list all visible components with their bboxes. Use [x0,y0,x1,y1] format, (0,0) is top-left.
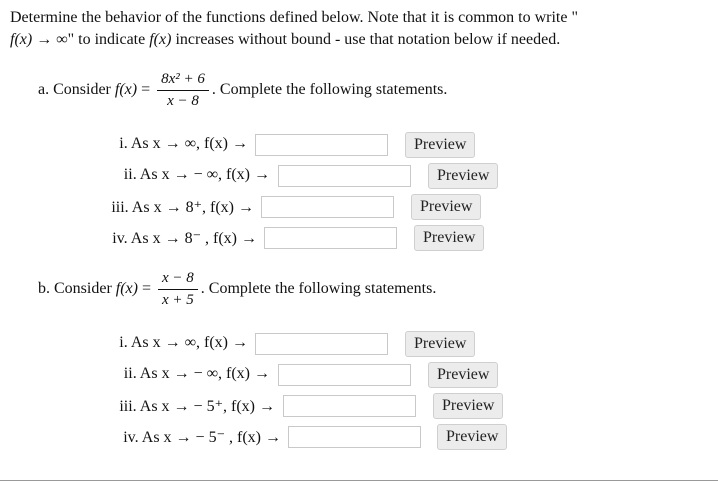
part-a-denominator: x − 8 [157,90,209,110]
part-a-numerator: 8x² + 6 [161,71,205,87]
statement-label: i. As x → ∞, f(x) → [119,135,248,152]
preview-button[interactable]: Preview [414,225,484,251]
part-a-row-3 [0,194,718,220]
answer-input[interactable] [278,364,411,386]
preview-button[interactable]: Preview [437,424,507,450]
preview-button[interactable]: Preview [433,393,503,419]
answer-input[interactable] [255,134,388,156]
answer-input[interactable] [264,227,397,249]
statement-label: iv. As x → 8⁻ , f(x) → [112,230,257,247]
part-a-row-4 [0,225,718,251]
statement-label: ii. As x → − ∞, f(x) → [123,365,270,382]
part-b-heading: b. Consider f(x) = $\frac{x - 8}{x + 5}$ . Complete the following statements. [38,270,437,308]
bottom-divider [0,480,718,481]
part-a-fraction [157,71,209,110]
preview-button[interactable]: Preview [405,132,475,158]
statement-label: iv. As x → − 5⁻ , f(x) → [123,429,281,446]
part-b-row-1 [0,331,718,357]
part-b-row-4 [0,424,718,450]
part-a-row-2 [0,163,718,189]
part-b-row-2 [0,362,718,388]
instructions: Determine the behavior of the functions defined below. Note that it is common to write " f(x) → ∞" to indicate f(x) increases without bound - use that notation below if needed. [10,9,579,48]
preview-button[interactable]: Preview [405,331,475,357]
statement-label: ii. As x → − ∞, f(x) → [123,166,270,183]
statement-label: i. As x → ∞, f(x) → [119,334,248,351]
answer-input[interactable] [283,395,416,417]
part-a-heading: a. Consider f(x) = $\frac{\text{8x² + 6}}{x - 8}$ . Complete the following statements. [38,71,448,109]
answer-input[interactable] [255,333,388,355]
preview-button[interactable]: Preview [411,194,481,220]
statement-label: iii. As x → 8⁺, f(x) → [111,199,254,216]
part-b-fraction [158,270,198,309]
answer-input[interactable] [261,196,394,218]
part-b-numerator: x − 8 [162,270,194,286]
part-a-row-1 [0,132,718,158]
part-b-row-3 [0,393,718,419]
answer-input[interactable] [278,165,411,187]
answer-input[interactable] [288,426,421,448]
preview-button[interactable]: Preview [428,362,498,388]
statement-label: iii. As x → − 5⁺, f(x) → [119,398,275,415]
preview-button[interactable]: Preview [428,163,498,189]
part-b-denominator: x + 5 [158,289,198,309]
